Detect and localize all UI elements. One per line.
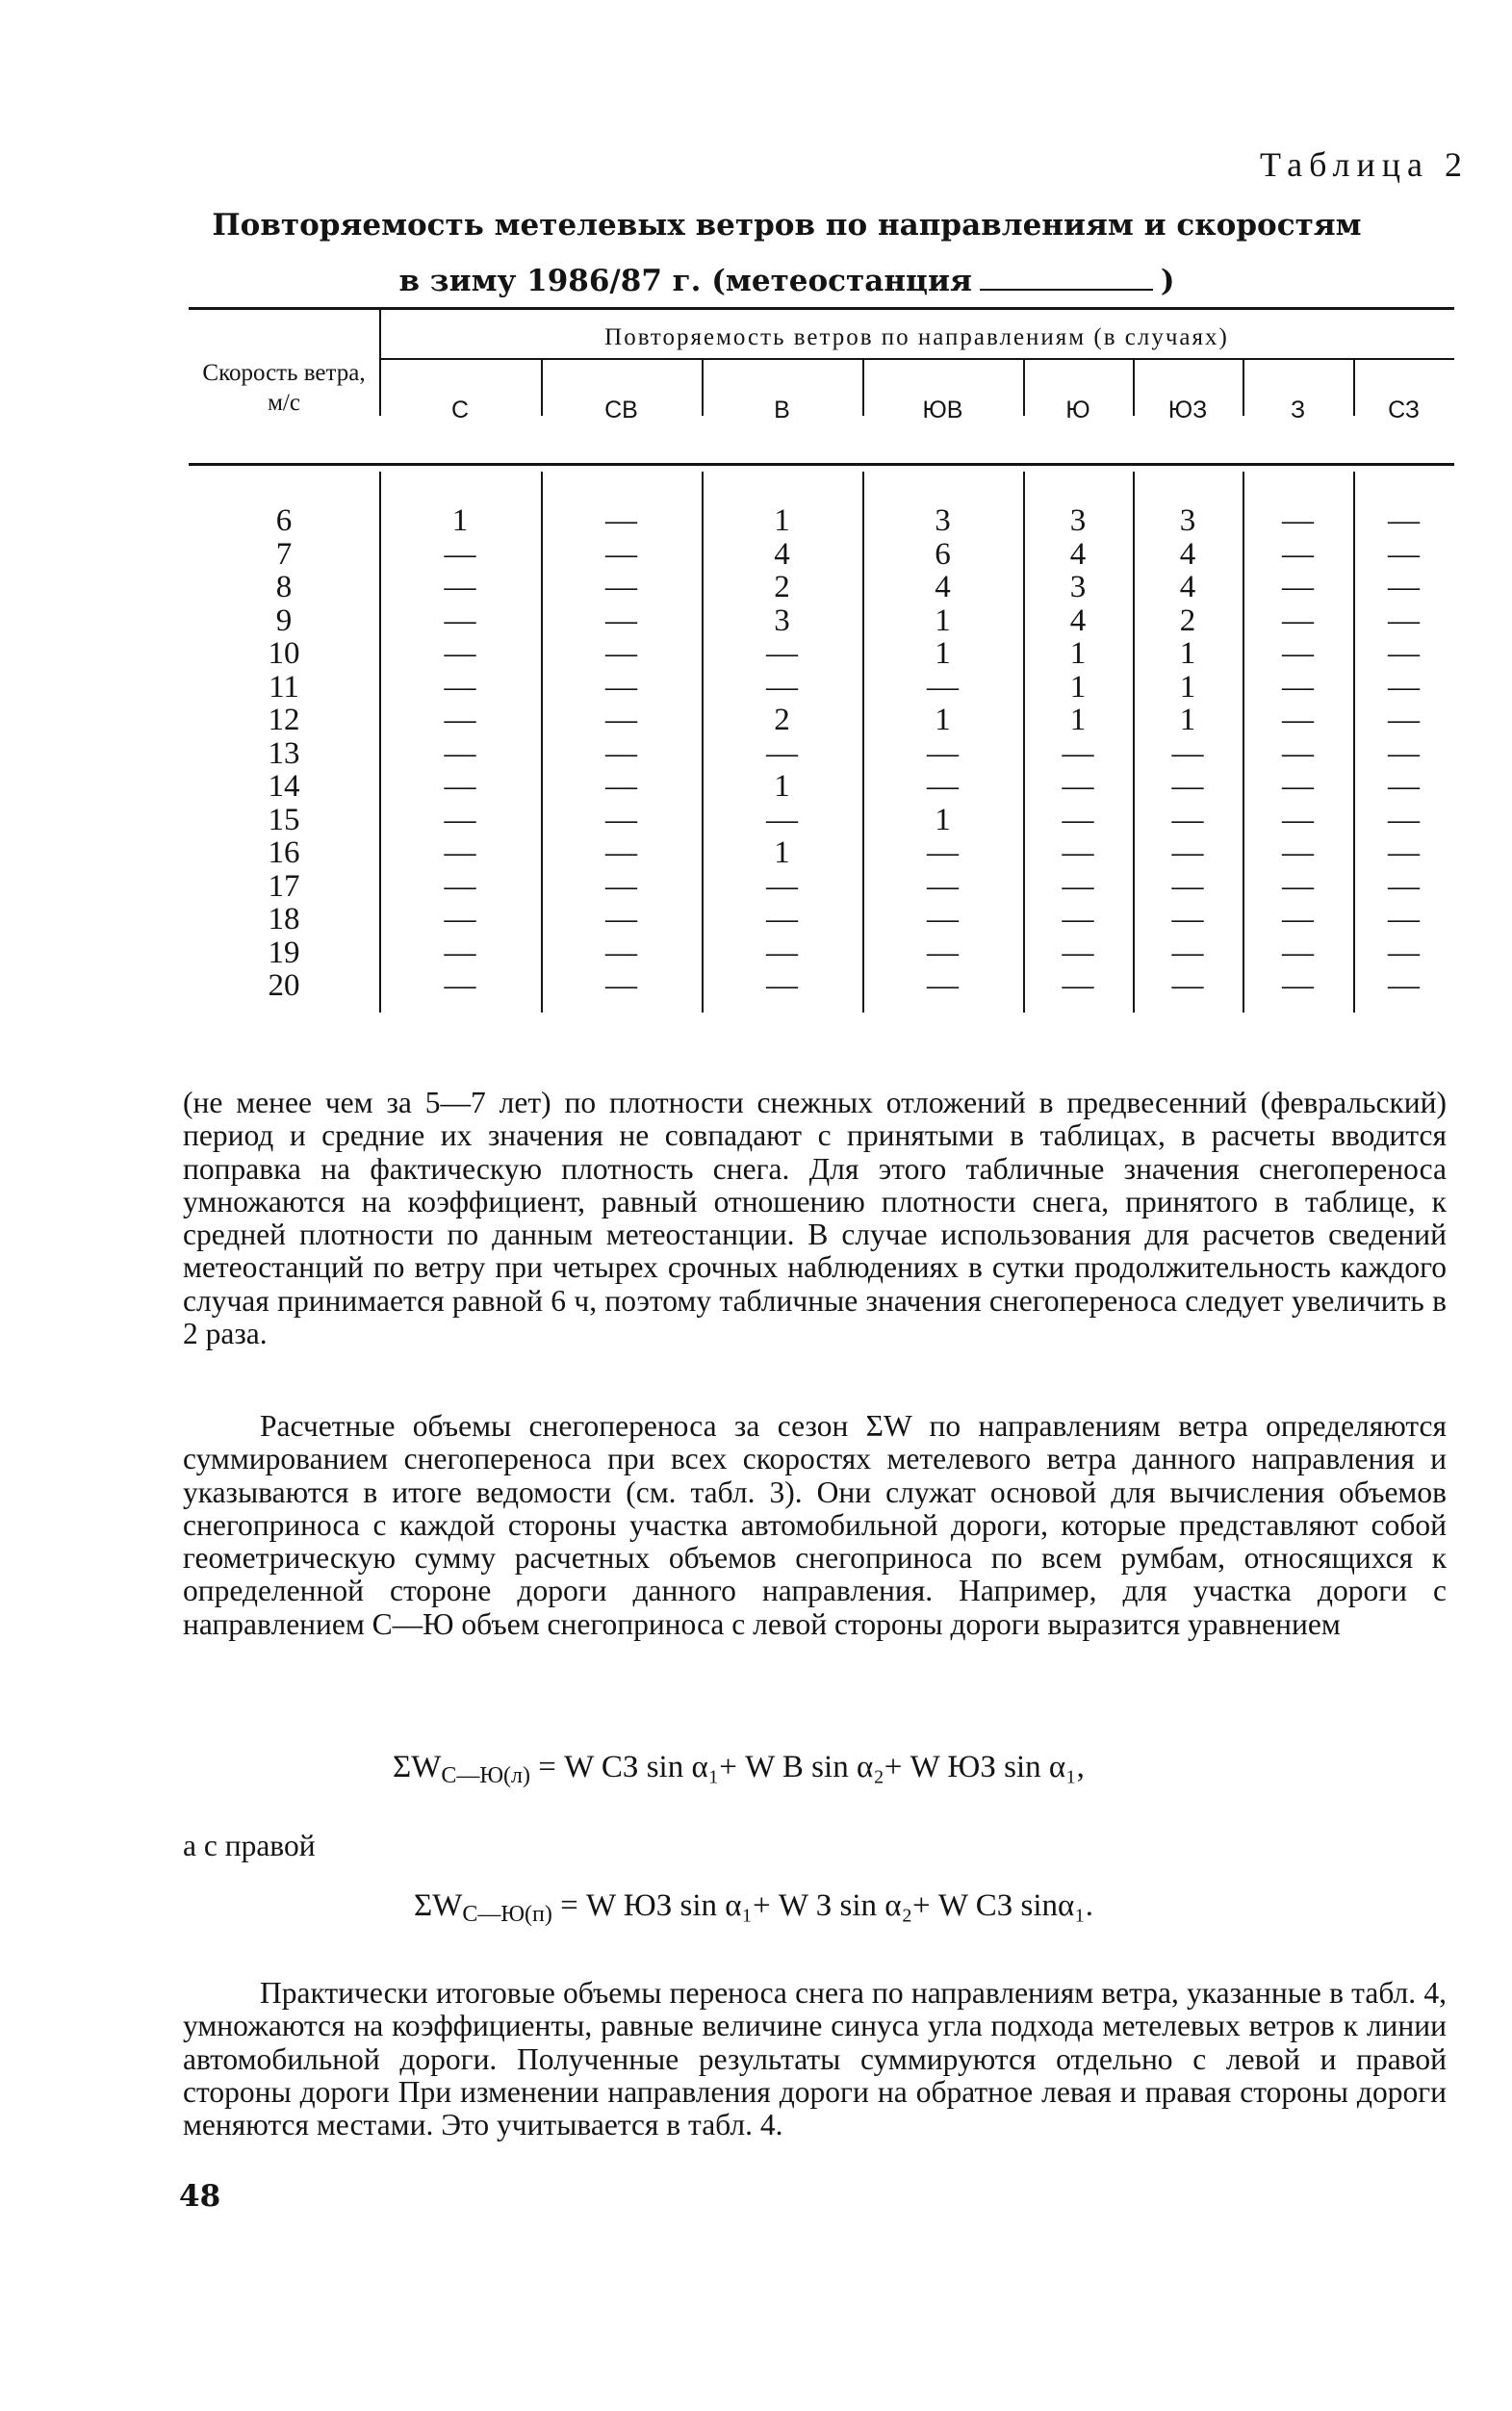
- table-cell: —: [927, 968, 959, 1003]
- table-cell: —: [766, 802, 798, 837]
- column-header: С: [450, 397, 470, 423]
- table-cell: 4: [1069, 536, 1087, 572]
- formula2-lhs-sub: С—Ю(п): [462, 1902, 552, 1927]
- table-cell: —: [444, 669, 476, 705]
- table-cell: 2: [1179, 603, 1196, 638]
- table-cell: 1: [1069, 636, 1087, 671]
- table-cell: —: [444, 769, 476, 804]
- table-cell: —: [605, 735, 637, 771]
- table-cell: —: [605, 703, 637, 737]
- speed-cell: 20: [268, 968, 300, 1003]
- table-cell: —: [444, 902, 476, 936]
- table-cell: —: [927, 669, 959, 705]
- table-cell: —: [1171, 968, 1204, 1003]
- table-cell: 1: [451, 503, 469, 538]
- table-cell: —: [1062, 802, 1094, 837]
- table-cell: —: [1388, 935, 1420, 970]
- table-cell: —: [766, 968, 798, 1003]
- table-title-line1: Повторяемость метелевых ветров по направлениям и скоростям: [212, 208, 1362, 243]
- table-cell: 3: [1069, 503, 1087, 538]
- speed-cell: 10: [268, 636, 300, 671]
- table-cell: 1: [774, 835, 790, 870]
- table-cell: —: [766, 636, 798, 671]
- table-cell: 3: [774, 603, 790, 638]
- column-header: В: [774, 397, 790, 423]
- table-cell: 1: [1179, 703, 1196, 737]
- table-cell: —: [766, 868, 798, 904]
- table-cell: 3: [1069, 570, 1087, 604]
- table-cell: —: [1282, 669, 1314, 705]
- table-cell: —: [1171, 769, 1204, 804]
- table-cell: —: [444, 802, 476, 837]
- table-cell: 1: [935, 703, 951, 737]
- table-cell: 3: [1179, 503, 1196, 538]
- table-cell: —: [444, 536, 476, 572]
- table-cell: —: [1171, 802, 1204, 837]
- speed-cell: 9: [275, 603, 293, 638]
- table-cell: —: [1282, 570, 1314, 604]
- table-cell: 1: [1179, 669, 1196, 705]
- table-cell: —: [1388, 703, 1420, 737]
- table-cell: —: [1062, 735, 1094, 771]
- speed-cell: 17: [268, 868, 300, 904]
- table-cell: 4: [935, 570, 951, 604]
- table-cell: —: [1282, 802, 1314, 837]
- table-cell: —: [1062, 769, 1094, 804]
- table-cell: 4: [1179, 570, 1196, 604]
- table-cell: —: [1062, 835, 1094, 870]
- table-cell: —: [605, 603, 637, 638]
- table-cell: —: [605, 503, 637, 538]
- table-cell: 3: [935, 503, 951, 538]
- table-cell: —: [1171, 735, 1204, 771]
- between-text: а с правой: [183, 1829, 316, 1862]
- table-cell: —: [1388, 769, 1420, 804]
- table-cell: —: [1171, 868, 1204, 904]
- speed-cell: 18: [268, 902, 300, 936]
- speed-cell: 12: [268, 703, 300, 737]
- table-cell: —: [605, 968, 637, 1003]
- paragraph-1: (не менее чем за 5—7 лет) по плотности снежных отложений в предвесенний (февральский) период и средние их значения не совпадают с принятыми в таблицах, в расчеты вводится поправка на фактическую плотность снега. Для этого табличные значения снегопереноса умножаются на коэффициент, равный отношению плотности снега, принятого в таблице, к средней плотности по данным метеостанции. В случае использования для расчетов сведений метеостанций по ветру при четырех срочных наблюдениях в сутки продолжительность каждого случая принимается равной 6 ч, поэтому табличные значения снегопереноса следует увеличить в 2 раза.: [183, 1086, 1447, 1351]
- speed-cell: 8: [275, 570, 293, 604]
- table-cell: —: [1282, 769, 1314, 804]
- speed-cell: 16: [268, 835, 300, 870]
- table-cell: —: [605, 835, 637, 870]
- table-cell: —: [1388, 802, 1420, 837]
- table-cell: —: [1282, 868, 1314, 904]
- blank-fill-line: [980, 264, 1153, 291]
- table-cell: —: [1388, 669, 1420, 705]
- table-cell: 1: [1069, 703, 1087, 737]
- table-cell: —: [605, 868, 637, 904]
- column-header: СЗ: [1388, 397, 1420, 423]
- table-cell: 1: [1179, 636, 1196, 671]
- formula2-rhs: = W ЮЗ sin α₁+ W З sin α₂+ W СЗ sinα₁.: [560, 1888, 1094, 1923]
- table-cell: —: [927, 735, 959, 771]
- table-cell: —: [1171, 835, 1204, 870]
- table-cell: —: [1388, 636, 1420, 671]
- table-cell: —: [1282, 835, 1314, 870]
- table-cell: 4: [1069, 603, 1087, 638]
- table-cell: —: [444, 603, 476, 638]
- table-cell: —: [444, 703, 476, 737]
- formula1-lhs: ΣW: [393, 1750, 442, 1784]
- table-cell: —: [1171, 902, 1204, 936]
- table-cell: 4: [774, 536, 790, 572]
- table-cell: —: [605, 536, 637, 572]
- table-cell: —: [1282, 735, 1314, 771]
- column-header: ЮВ: [922, 397, 963, 423]
- table-cell: —: [1282, 603, 1314, 638]
- table-cell: —: [766, 735, 798, 771]
- table-cell: —: [1388, 835, 1420, 870]
- table-cell: —: [1282, 636, 1314, 671]
- table-cell: —: [927, 935, 959, 970]
- table-cell: —: [605, 669, 637, 705]
- table-cell: 1: [774, 769, 790, 804]
- table-cell: —: [1388, 570, 1420, 604]
- table-cell: 1: [1069, 669, 1087, 705]
- formula-left-side: [393, 1750, 1085, 1789]
- formula-right-side: [414, 1888, 1093, 1928]
- table-cell: —: [1062, 968, 1094, 1003]
- table-cell: —: [1388, 968, 1420, 1003]
- table-cell: 1: [935, 802, 951, 837]
- table-cell: —: [1062, 902, 1094, 936]
- table-cell: —: [1388, 603, 1420, 638]
- table-cell: 1: [935, 603, 951, 638]
- speed-cell: 14: [268, 769, 300, 804]
- table-cell: —: [766, 902, 798, 936]
- column-header: Ю: [1065, 397, 1090, 423]
- speed-cell: 6: [275, 503, 293, 538]
- table-cell: —: [766, 935, 798, 970]
- table-cell: —: [605, 802, 637, 837]
- table-cell: —: [1282, 968, 1314, 1003]
- table-cell: —: [605, 935, 637, 970]
- table-cell: —: [605, 902, 637, 936]
- table-cell: —: [444, 968, 476, 1003]
- table-cell: —: [1388, 735, 1420, 771]
- table-cell: —: [1062, 868, 1094, 904]
- table-cell: —: [1062, 935, 1094, 970]
- table-header-rule: [189, 463, 1454, 466]
- table-cell: —: [927, 902, 959, 936]
- table-cell: —: [1282, 902, 1314, 936]
- formula1-lhs-sub: С—Ю(л): [441, 1763, 530, 1788]
- column-header: СВ: [604, 397, 638, 423]
- speed-cell: 13: [268, 735, 300, 771]
- table-cell: 1: [935, 636, 951, 671]
- page-number: 48: [179, 2179, 221, 2214]
- speed-cell: 7: [275, 536, 293, 572]
- speed-cell: 11: [269, 669, 299, 705]
- speed-cell: 19: [268, 935, 300, 970]
- table-label: Таблица 2: [1260, 145, 1469, 184]
- table-cell: —: [1171, 935, 1204, 970]
- direction-group-header: Повторяемость ветров по направлениям (в случаях): [604, 324, 1229, 350]
- table-cell: —: [766, 669, 798, 705]
- table-cell: —: [605, 636, 637, 671]
- table-cell: 2: [774, 703, 790, 737]
- paragraph-3: Практически итоговые объемы переноса снега по направлениям ветра, указанные в табл. 4, умножаются на коэффициенты, равные величине синуса угла подхода метелевых ветров к линии автомобильной дороги. Полученные результаты суммируются отдельно с левой и правой стороны дороги При изменении направления дороги на обратное левая и правая стороны дороги меняются местами. Это учитывается в табл. 4.: [183, 1976, 1447, 2142]
- table-cell: —: [927, 769, 959, 804]
- table-cell: 1: [774, 503, 790, 538]
- table-cell: —: [1282, 503, 1314, 538]
- table-cell: —: [444, 835, 476, 870]
- table-cell: —: [444, 570, 476, 604]
- table-cell: —: [444, 636, 476, 671]
- table-cell: —: [1388, 536, 1420, 572]
- table-title-line2-end: ): [1160, 264, 1175, 298]
- table-cell: 2: [774, 570, 790, 604]
- table-cell: —: [444, 868, 476, 904]
- speed-column-header: Скорость ветра, м/с: [202, 360, 366, 416]
- table-cell: —: [927, 868, 959, 904]
- table-cell: 4: [1179, 536, 1196, 572]
- table-cell: 6: [935, 536, 951, 572]
- table-cell: —: [1282, 935, 1314, 970]
- column-header: З: [1290, 397, 1306, 423]
- table-cell: —: [1388, 503, 1420, 538]
- table-title-line2: [183, 253, 1391, 309]
- table-title: [183, 197, 1391, 309]
- table-cell: —: [927, 835, 959, 870]
- table-cell: —: [1388, 902, 1420, 936]
- table-cell: —: [444, 935, 476, 970]
- table-cell: —: [1388, 868, 1420, 904]
- formula2-lhs: ΣW: [414, 1888, 463, 1923]
- speed-cell: 15: [268, 802, 300, 837]
- table-cell: —: [1282, 536, 1314, 572]
- table-cell: —: [444, 735, 476, 771]
- column-header: ЮЗ: [1167, 397, 1208, 423]
- table-title-line2-start: в зиму 1986/87 г. (метеостанция: [398, 264, 972, 298]
- paragraph-2: Расчетные объемы снегопереноса за сезон ΣW по направлениям ветра определяются суммированием снегопереноса при всех скоростях метелевого ветра данного направления и указываются в итоге ведомости (см. табл. 3). Они служат основой для вычисления объемов снегоприноса с каждой стороны участка автомобильной дороги, которые представляют собой геометрическую сумму расчетных объемов снегоприноса по всем румбам, относящихся к определенной стороне дороги данного направления. Например, для участка дороги с направлением С—Ю объем снегоприноса с левой стороны дороги выразится уравнением: [183, 1409, 1447, 1641]
- formula1-rhs: = W СЗ sin α₁+ W В sin α₂+ W ЮЗ sin α₁,: [538, 1750, 1085, 1784]
- table-cell: —: [1282, 703, 1314, 737]
- table-cell: —: [605, 769, 637, 804]
- table-cell: —: [605, 570, 637, 604]
